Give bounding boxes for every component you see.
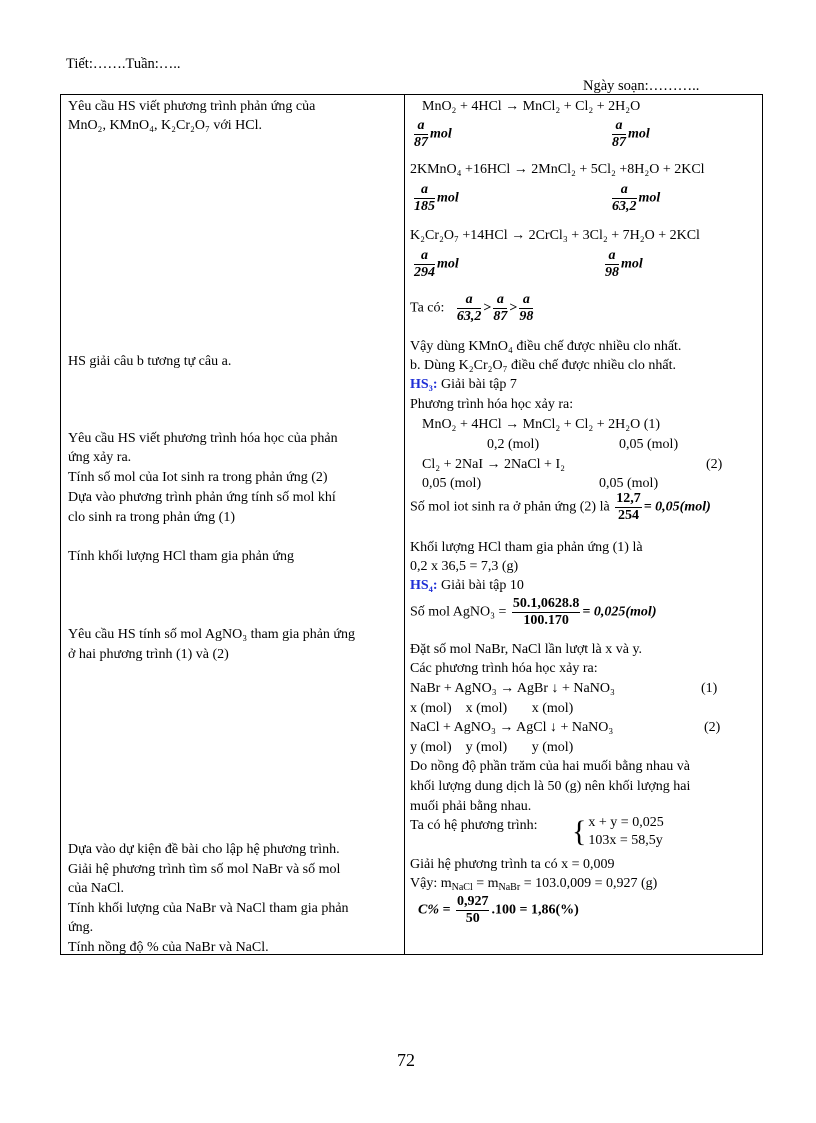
left-line: ứng xảy ra.: [68, 450, 132, 465]
right-line: Khối lượng HCl tham gia phản ứng (1) là: [410, 540, 643, 555]
left-line: Dựa vào phương trình phản ứng tính số mol khí: [68, 490, 336, 505]
right-line: Ta có hệ phương trình:: [410, 818, 538, 833]
left-line: của NaCl.: [68, 881, 124, 896]
left-line: Tính nồng độ % của NaBr và NaCl.: [68, 940, 269, 955]
mol-value: 0,05 (mol): [599, 476, 659, 491]
left-line: Yêu cầu HS viết phương trình hóa học của phản: [68, 431, 338, 446]
left-line: ở hai phương trình (1) và (2): [68, 647, 229, 662]
right-line: khối lượng dung dịch là 50 (g) nên khối lượng hai: [410, 779, 691, 794]
equation-number: (2): [706, 457, 723, 472]
mole-fraction: $\frac{a}{185}$ mol: [414, 182, 459, 214]
left-line: Dựa vào dự kiện đề bài cho lập hệ phương trình.: [68, 842, 340, 857]
mol-values: y (mol) y (mol) y (mol): [410, 740, 574, 755]
mol-value: 0,2 (mol): [487, 437, 540, 452]
equation-line: NaBr + AgNO₃ → AgBr ↓ + NaNO₃: [410, 681, 615, 696]
equation-system: { x + y = 0,025 103x = 58,5y: [572, 815, 664, 848]
heading-hs3: HS₃: Giải bài tập 7: [410, 377, 517, 392]
left-line: HS giải câu b tương tự câu a.: [68, 354, 232, 369]
left-line: clo sinh ra trong phản ứng (1): [68, 510, 235, 525]
concentration-result: C% = $\frac{0,927}{50}$ .100 = 1,86(%): [418, 894, 579, 926]
left-line: Yêu cầu HS viết phương trình phản ứng của: [68, 99, 316, 114]
equation-line: NaCl + AgNO₃ → AgCl ↓ + NaNO₃: [410, 720, 614, 735]
equation-number: (1): [701, 681, 718, 696]
header-date: Ngày soạn:………..: [583, 78, 700, 94]
mol-value: 0,05 (mol): [619, 437, 679, 452]
left-line: MnO₂, KMnO₄, K₂Cr₂O₇ với HCl.: [68, 118, 262, 133]
comparison: Ta có: $\frac{a}{63,2}$ > $\frac{a}{87}$ > $\frac{a}{98}$: [410, 292, 534, 324]
right-line: b. Dùng K₂Cr₂O₇ điều chế được nhiều clo nhất.: [410, 358, 677, 373]
table-column-divider: [404, 94, 405, 955]
right-line: 0,2 x 36,5 = 7,3 (g): [410, 559, 519, 574]
mole-fraction: $\frac{a}{87}$ mol: [612, 118, 650, 150]
left-line: Tính khối lượng HCl tham gia phản ứng: [68, 549, 294, 564]
left-line: ứng.: [68, 920, 94, 935]
equation-k2cr2o7: K₂Cr₂O₇ +14HCl → 2CrCl₃ + 3Cl₂ + 7H₂O + 2KCl: [410, 228, 700, 243]
right-line: Phương trình hóa học xảy ra:: [410, 397, 574, 412]
right-line: Vậy dùng KMnO₄ điều chế được nhiều clo nhất.: [410, 339, 682, 354]
left-line: Yêu cầu HS tính số mol AgNO₃ tham gia phản ứng: [68, 627, 355, 642]
equation-kmno4: 2KMnO₄ +16HCl → 2MnCl₂ + 5Cl₂ +8H₂O + 2KCl: [410, 162, 705, 177]
iodine-moles: Số mol iot sinh ra ở phản ứng (2) là $\frac{12,7}{254}$ = 0,05(mol): [410, 491, 711, 523]
right-line: Các phương trình hóa học xảy ra:: [410, 661, 598, 676]
equation-line: MnO₂ + 4HCl → MnCl₂ + Cl₂ + 2H₂O (1): [422, 417, 661, 432]
mole-fraction: $\frac{a}{294}$ mol: [414, 248, 459, 280]
mole-fraction: $\frac{a}{87}$ mol: [414, 118, 452, 150]
page-number: 72: [397, 1050, 415, 1070]
right-line: muối phải bằng nhau.: [410, 799, 532, 814]
right-line: Đặt số mol NaBr, NaCl lần lượt là x và y.: [410, 642, 643, 657]
right-line: Giải hệ phương trình ta có x = 0,009: [410, 857, 615, 872]
mol-value: 0,05 (mol): [422, 476, 482, 491]
brace-icon: {: [572, 815, 587, 848]
left-line: Giải hệ phương trình tìm số mol NaBr và số mol: [68, 862, 341, 877]
mass-line: Vậy: $m_{NaCl} = m_{NaBr} = 103.0,009 = 0,927$ (g): [410, 876, 658, 893]
heading-hs4: HS₄: Giải bài tập 10: [410, 578, 524, 593]
left-line: Tính khối lượng của NaBr và NaCl tham gia phản: [68, 901, 349, 916]
mole-fraction: $\frac{a}{63,2}$ mol: [612, 182, 661, 214]
equation-number: (2): [704, 720, 721, 735]
left-line: Tính số mol của Iot sinh ra trong phản ứng (2): [68, 470, 328, 485]
mol-values: x (mol) x (mol) x (mol): [410, 701, 574, 716]
right-line: Do nồng độ phần trăm của hai muối bằng nhau và: [410, 759, 690, 774]
equation-mno2: MnO₂ + 4HCl → MnCl₂ + Cl₂ + 2H₂O: [422, 99, 641, 114]
mole-fraction: $\frac{a}{98}$ mol: [605, 248, 643, 280]
equation-line: Cl₂ + 2NaI → 2NaCl + I₂: [422, 457, 565, 472]
header-lesson-week: Tiết:…….Tuần:…..: [66, 56, 181, 72]
agno3-moles: Số mol AgNO₃ = $\frac{50.1,0628.8}{100.170}$ = 0,025(mol): [410, 596, 657, 628]
